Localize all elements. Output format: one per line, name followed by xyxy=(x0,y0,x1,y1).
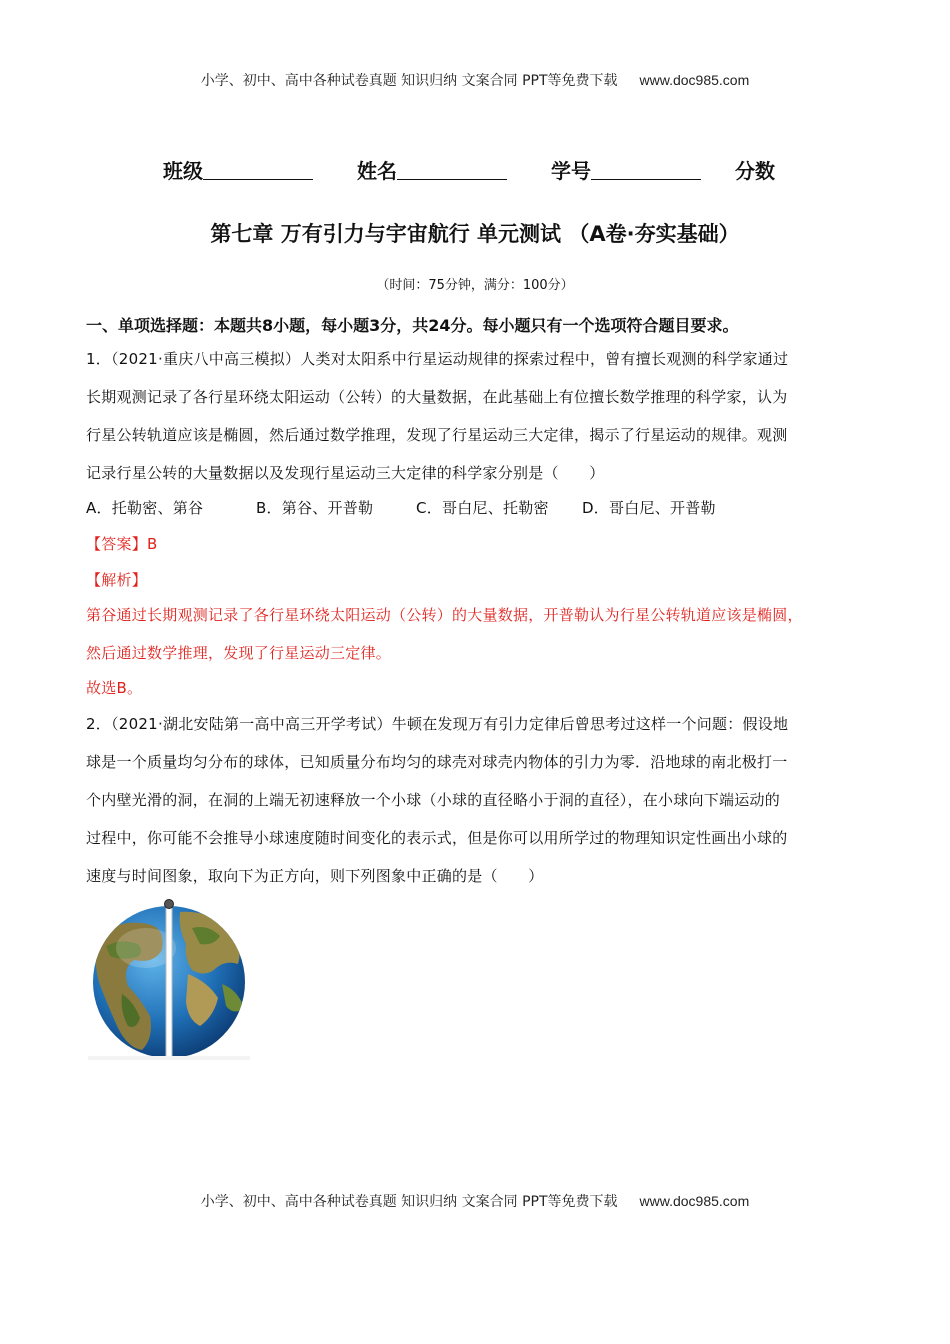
q1-analysis-label: 【解析】 xyxy=(86,571,148,589)
footer-text: 小学、初中、高中各种试卷真题 知识归纳 文案合同 PPT等免费下载 xyxy=(200,1194,618,1210)
q2-line: 2．（2021·湖北安陆第一高中高三开学考试）牛顿在发现万有引力定律后曾思考过这样一个问题：假设地 xyxy=(86,715,789,733)
q1-option-c: C．哥白尼、托勒密 xyxy=(416,499,549,517)
q1-line: 记录行星公转的大量数据以及发现行星运动三大定律的科学家分别是（ ） xyxy=(86,464,605,482)
tunnel-hole xyxy=(166,904,172,1060)
student-id-label: 学号 xyxy=(551,159,591,183)
q1-option-b: B．第谷、开普勒 xyxy=(256,499,374,517)
page-footer xyxy=(0,1191,950,1211)
q1-conclusion: 故选B。 xyxy=(86,679,143,697)
q1-options xyxy=(86,497,866,518)
small-ball xyxy=(165,900,174,909)
page-header xyxy=(0,70,950,90)
student-info-fields xyxy=(163,155,775,184)
score-label: 分数 xyxy=(735,159,775,183)
class-blank xyxy=(203,159,313,180)
class-label: 班级 xyxy=(163,159,203,183)
student-id-blank xyxy=(591,159,701,180)
earth-tunnel-illustration xyxy=(88,898,250,1060)
name-blank xyxy=(397,159,507,180)
q1-option-a: A．托勒密、第谷 xyxy=(86,499,204,517)
q1-answer: 【答案】B xyxy=(86,535,158,553)
header-site-link[interactable]: www.doc985.com xyxy=(639,72,750,88)
q1-line: 1．（2021·重庆八中高三模拟）人类对太阳系中行星运动规律的探索过程中，曾有擅长观测的科学家通过 xyxy=(86,350,789,368)
name-label: 姓名 xyxy=(357,159,397,183)
q1-analysis-line: 第谷通过长期观测记录了各行星环绕太阳运动（公转）的大量数据，开普勒认为行星公转轨道应该是椭圆， xyxy=(86,606,803,624)
page-title: 第七章 万有引力与宇宙航行 单元测试 （A卷·夯实基础） xyxy=(210,222,740,246)
q2-line: 个内壁光滑的洞，在洞的上端无初速释放一个小球（小球的直径略小于洞的直径），在小球向下端运动的 xyxy=(86,791,781,809)
q1-analysis-line: 然后通过数学推理，发现了行星运动三定律。 xyxy=(86,644,392,662)
page-subtitle: （时间：75分钟，满分：100分） xyxy=(376,278,574,293)
header-text: 小学、初中、高中各种试卷真题 知识归纳 文案合同 PPT等免费下载 xyxy=(200,73,618,89)
footer-site-link[interactable]: www.doc985.com xyxy=(639,1193,750,1209)
q2-line: 过程中，你可能不会推导小球速度随时间变化的表示式，但是你可以用所学过的物理知识定性画出小球的 xyxy=(86,829,788,847)
q1-line: 长期观测记录了各行星环绕太阳运动（公转）的大量数据，在此基础上有位擅长数学推理的科学家，认为 xyxy=(86,388,788,406)
q2-line: 速度与时间图象，取向下为正方向，则下列图象中正确的是（ ） xyxy=(86,867,544,885)
section-heading: 一、单项选择题：本题共8小题，每小题3分，共24分。每小题只有一个选项符合题目要求。 xyxy=(86,316,739,335)
q2-line: 球是一个质量均匀分布的球体，已知质量分布均匀的球壳对球壳内物体的引力为零．沿地球的南北极打一 xyxy=(86,753,788,771)
q1-line: 行星公转轨道应该是椭圆，然后通过数学推理，发现了行星运动三大定律，揭示了行星运动的规律。观测 xyxy=(86,426,788,444)
q1-option-d: D．哥白尼、开普勒 xyxy=(582,499,716,517)
